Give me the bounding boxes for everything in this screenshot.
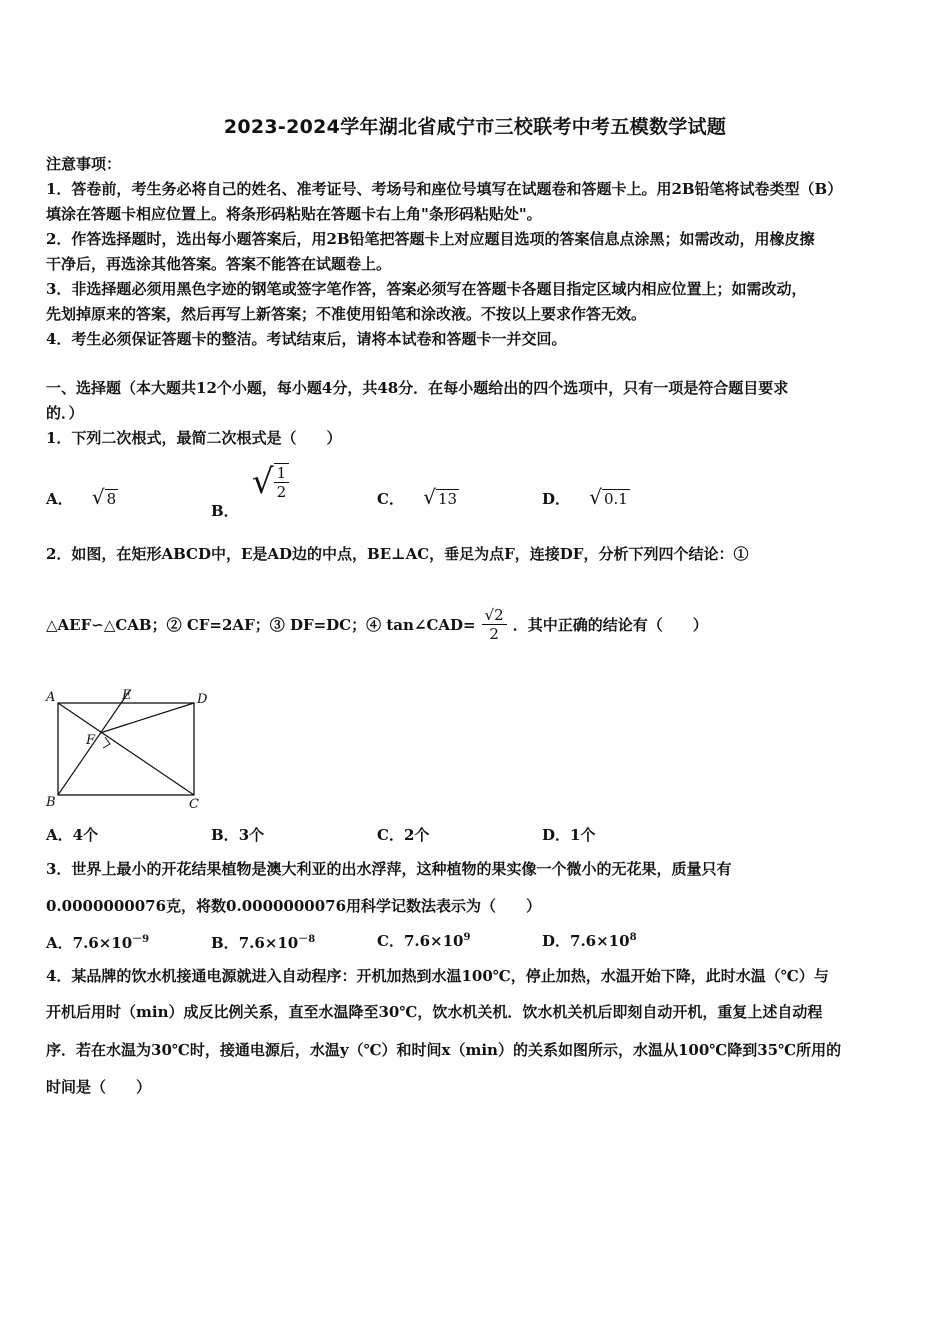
sqrt-fraction: √ $\frac{1}{2}$	[252, 462, 289, 502]
q1-option-a	[46, 485, 118, 509]
sqrt-expression: √ 0.1	[589, 485, 628, 509]
option-label: B．	[211, 502, 239, 520]
option-label: A．	[46, 490, 73, 508]
option-label: B．	[211, 934, 239, 952]
q2-option-c	[377, 824, 429, 845]
option-label: A．	[46, 826, 73, 844]
q2-stem: 2．如图，在矩形ABCD中，E是AD边的中点，BE⊥AC，垂足为点F，连接DF，分析下列四个结论：①	[46, 545, 749, 563]
option-exponent: 8	[629, 932, 637, 943]
q4-stem-cont: 序．若在水温为30℃时，接通电源后，水温y（℃）和时间x（min）的关系如图所示，水温从100℃降到35℃所用的	[46, 1041, 842, 1059]
denominator: 2	[489, 625, 499, 643]
notice-line: 2．作答选择题时，选出每小题答案后，用2B铅笔把答题卡上对应题目选项的答案信息点涂黑；如需改动，用橡皮擦	[46, 230, 815, 248]
q3-option-d	[542, 930, 637, 951]
option-label: D．	[542, 490, 571, 508]
label-a: A	[46, 690, 56, 705]
q2-conclusions-text: △AEF∽△CAB；② CF=2AF；③ DF=DC；④ tan∠CAD=	[46, 616, 476, 634]
q3-option-c	[377, 930, 470, 951]
option-base: 7.6×10	[238, 934, 299, 952]
notice-line: 4．考生必须保证答题卡的整洁。考试结束后，请将本试卷和答题卡一并交回。	[46, 330, 567, 348]
option-base: 7.6×10	[72, 934, 133, 952]
notice-line: 3．非选择题必须用黑色字迹的钢笔或签字笔作答，答案必须写在答题卡各题目指定区域内相应位置上；如需改动，	[46, 280, 807, 298]
denominator: 2	[276, 483, 287, 501]
q4-stem-cont: 时间是（ ）	[46, 1078, 152, 1096]
q2-option-d	[542, 824, 595, 845]
q4-stem-cont: 开机后用时（min）成反比例关系，直至水温降至30℃，饮水机关机．饮水机关机后即刻自动开机，重复上述自动程	[46, 1003, 823, 1021]
right-angle-mark	[103, 737, 110, 748]
rectangle-figure	[44, 686, 214, 812]
q2-option-a	[46, 824, 98, 845]
sqrt2-over-2	[482, 606, 507, 643]
option-exponent: 9	[463, 932, 471, 943]
q1-option-b	[211, 462, 289, 520]
radicand: 0.1	[604, 490, 628, 508]
q2-option-b	[211, 824, 264, 845]
option-text: 1个	[570, 826, 596, 844]
q3-stem: 3．世界上最小的开花结果植物是澳大利亚的出水浮萍，这种植物的果实像一个微小的无花果，质量只有	[46, 860, 732, 878]
option-exponent: －8	[298, 934, 316, 945]
section-heading: 一、选择题（本大题共12个小题，每小题4分，共48分．在每小题给出的四个选项中，只有一项是符合题目要求	[46, 379, 789, 397]
diagonal-ac	[58, 703, 194, 795]
option-text: 3个	[238, 826, 265, 844]
notice-heading: 注意事项：	[46, 155, 122, 173]
q3-stem-cont: 0.0000000076克，将数0.0000000076用科学记数法表示为（ ）	[46, 897, 542, 915]
option-exponent: －9	[132, 934, 150, 945]
notice-line: 1．答卷前，考生务必将自己的姓名、准考证号、考场号和座位号填写在试题卷和答题卡上。用2B铅笔将试卷类型（B）	[46, 180, 843, 198]
label-d: D	[197, 692, 208, 707]
q2-conclusions-end: ．其中正确的结论有（ ）	[512, 616, 708, 634]
option-label: C．	[377, 826, 404, 844]
radicand: 8	[106, 490, 117, 508]
sqrt-expression: √ 13	[423, 485, 458, 509]
option-text: 4个	[72, 826, 99, 844]
option-label: B．	[211, 826, 239, 844]
option-label: D．	[542, 932, 571, 950]
option-base: 7.6×10	[403, 932, 464, 950]
option-label: D．	[542, 826, 571, 844]
q2-conclusions	[46, 606, 708, 643]
label-f: F	[86, 733, 96, 748]
option-text: 2个	[403, 826, 430, 844]
line-df	[100, 703, 194, 733]
sqrt-expression: √ 8	[91, 485, 117, 509]
notice-line: 填涂在答题卡相应位置上。将条形码粘贴在答题卡右上角"条形码粘贴处"。	[46, 205, 542, 223]
page-title: 2023-2024学年湖北省咸宁市三校联考中考五模数学试题	[223, 116, 727, 138]
notice-line: 干净后，再选涂其他答案。答案不能答在试题卷上。	[46, 255, 392, 273]
q1-option-d	[542, 485, 630, 509]
option-label: C．	[377, 932, 404, 950]
section-heading-cont: 的．）	[46, 404, 84, 422]
notice-line: 先划掉原来的答案，然后再写上新答案；不准使用铅笔和涂改液。不按以上要求作答无效。	[46, 305, 647, 323]
q4-stem: 4．某品牌的饮水机接通电源就进入自动程序：开机加热到水温100℃，停止加热，水温开始下降，此时水温（℃）与	[46, 967, 829, 985]
option-label: C．	[377, 490, 404, 508]
radicand: 13	[437, 490, 458, 508]
label-b: B	[46, 795, 56, 810]
numerator: 1	[274, 464, 290, 483]
option-label: A．	[46, 934, 73, 952]
q1-stem: 1．下列二次根式，最简二次根式是（ ）	[46, 429, 342, 447]
option-base: 7.6×10	[570, 932, 630, 950]
numerator: √2	[482, 606, 507, 625]
label-e: E	[122, 688, 132, 703]
label-c: C	[189, 797, 199, 812]
q1-option-c	[377, 485, 459, 509]
q3-option-a	[46, 930, 149, 953]
q3-option-b	[211, 930, 315, 953]
